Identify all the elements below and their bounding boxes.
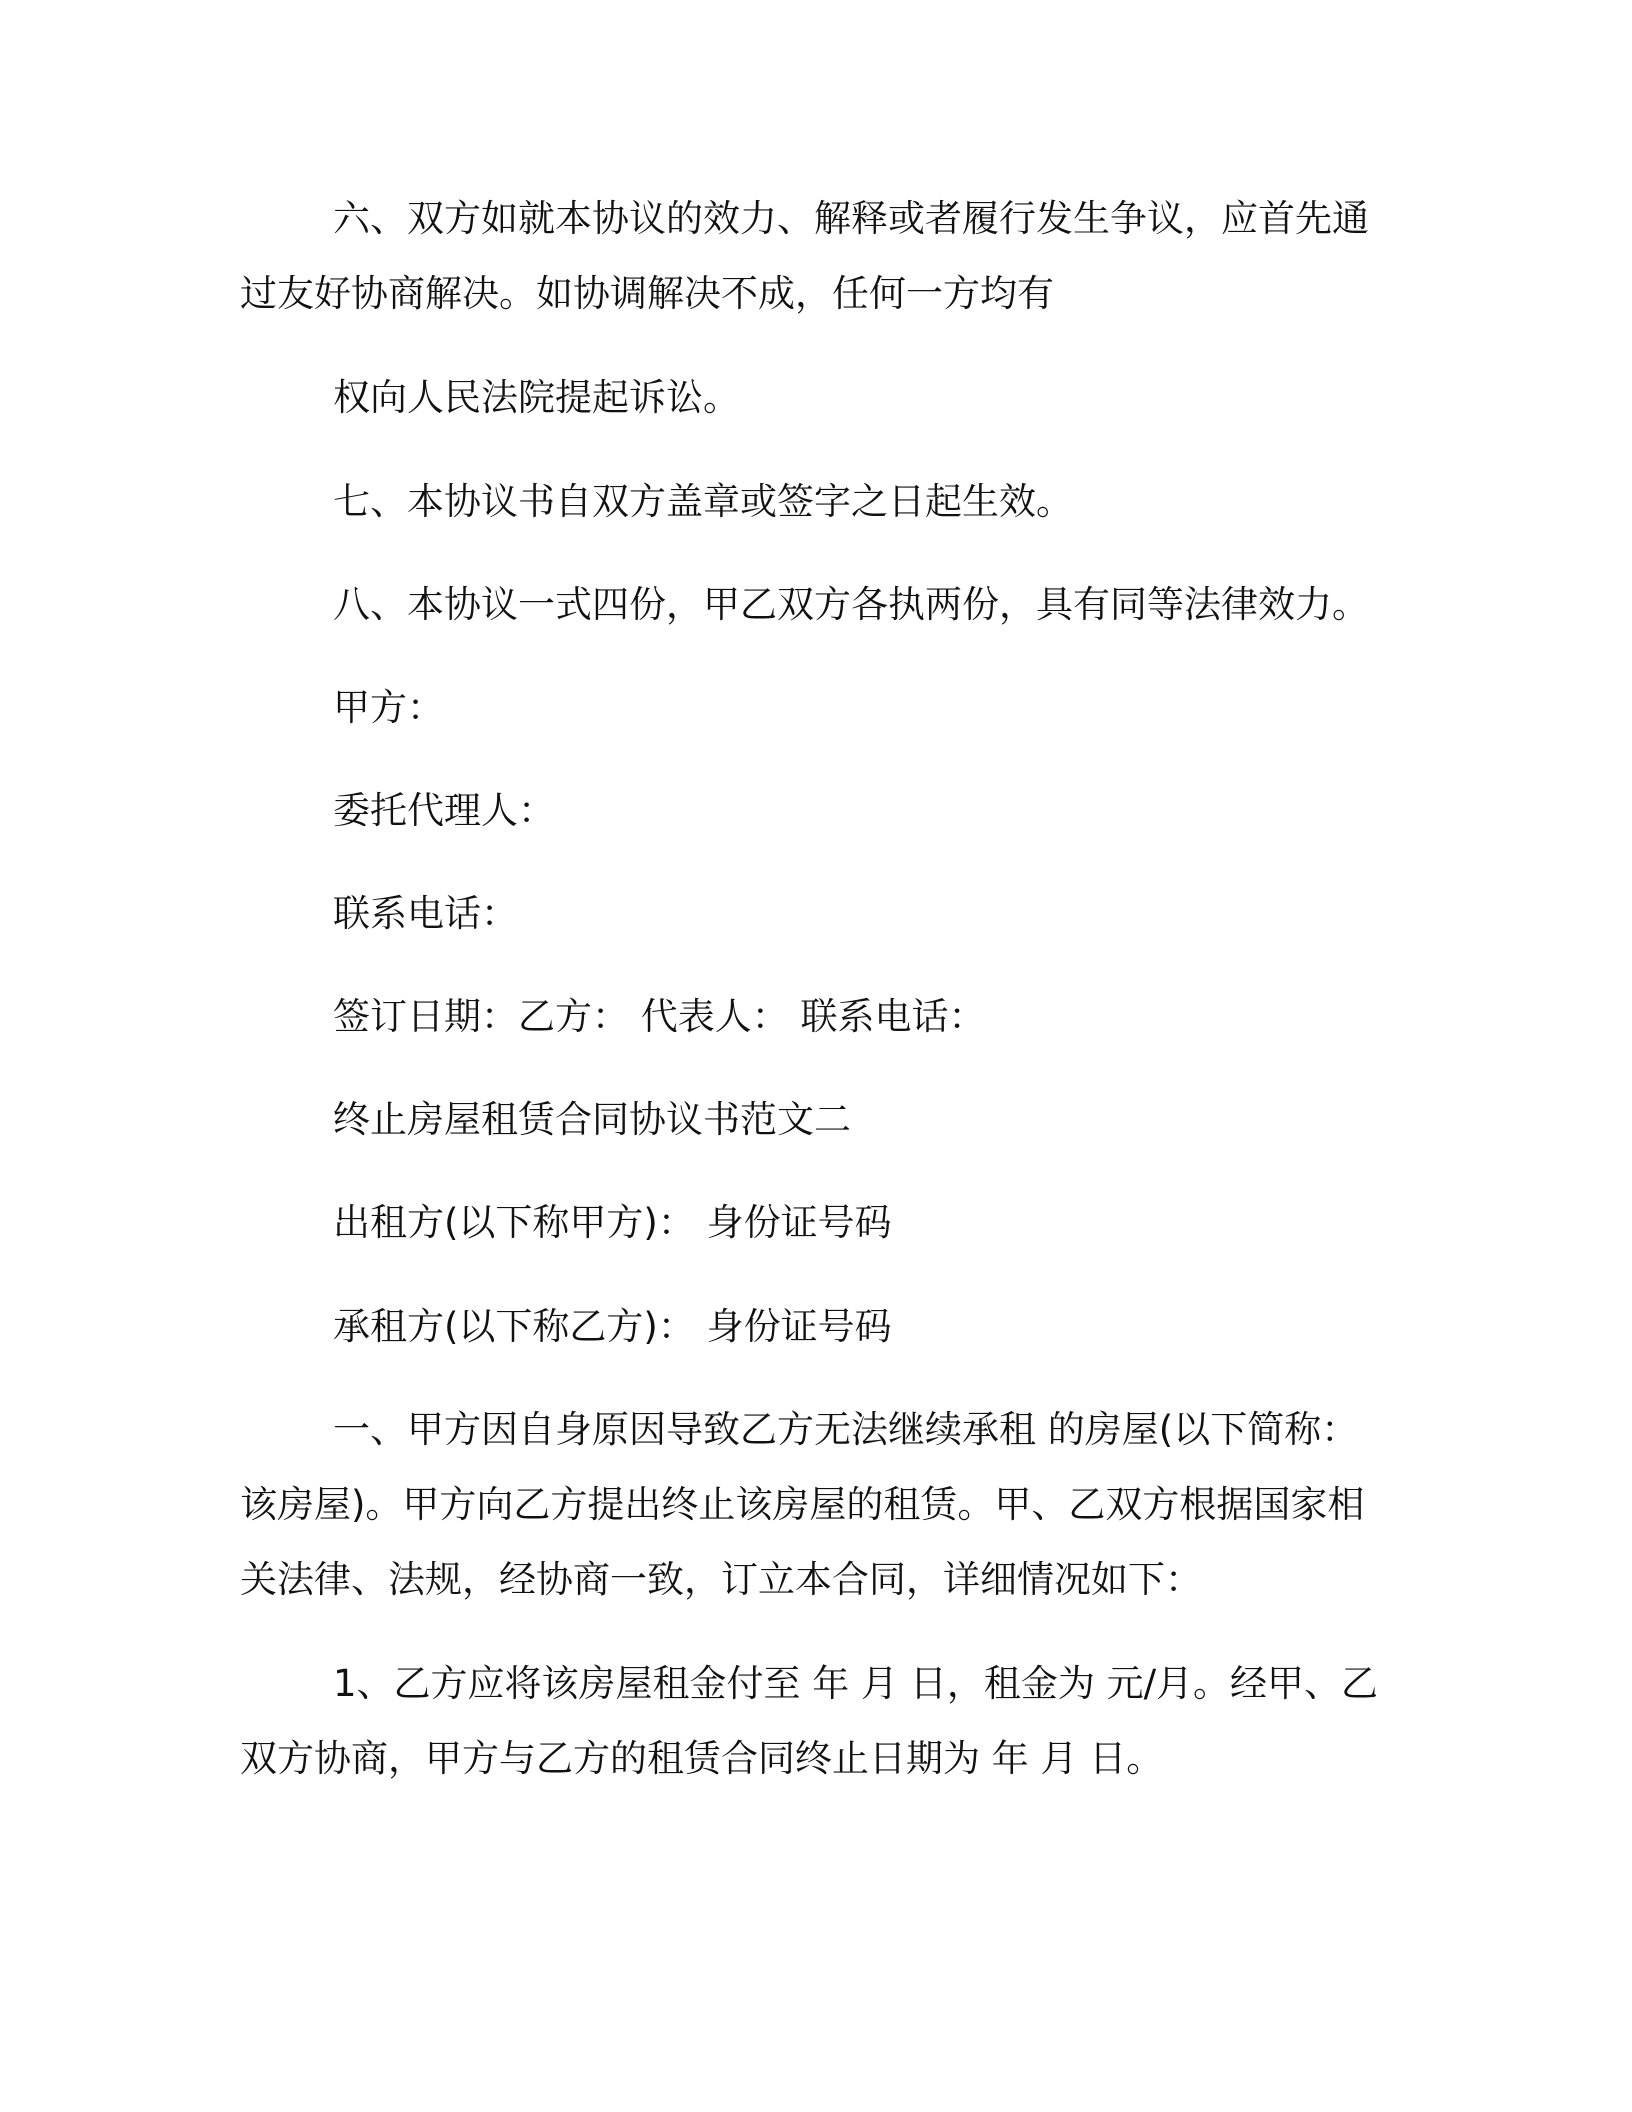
item-1-line-1: 1、乙方应将该房屋租金付至 年 月 日，租金为 元/月。经甲、乙 — [333, 1662, 1379, 1705]
lessee-line: 承租方(以下称乙方)： 身份证号码 — [333, 1305, 892, 1348]
sample-title: 终止房屋租赁合同协议书范文二 — [333, 1098, 851, 1141]
clause-6-line-2: 过友好协商解决。如协调解决不成，任何一方均有 — [240, 272, 1054, 315]
section-1-line-2: 该房屋)。甲方向乙方提出终止该房屋的租赁。甲、乙双方根据国家相 — [240, 1483, 1365, 1526]
section-1-line-1: 一、甲方因自身原因导致乙方无法继续承租 的房屋(以下简称： — [333, 1408, 1359, 1451]
clause-7: 七、本协议书自双方盖章或签字之日起生效。 — [333, 480, 1073, 523]
sign-line: 签订日期：乙方： 代表人： 联系电话： — [333, 995, 986, 1038]
lessor-line: 出租方(以下称甲方)： 身份证号码 — [333, 1201, 892, 1244]
clause-8: 八、本协议一式四份，甲乙双方各执两份，具有同等法律效力。 — [333, 583, 1369, 626]
phone-label: 联系电话： — [333, 892, 518, 935]
clause-6-line-1: 六、双方如就本协议的效力、解释或者履行发生争议，应首先通 — [333, 197, 1369, 240]
party-a-label: 甲方： — [333, 686, 444, 729]
item-1-line-2: 双方协商，甲方与乙方的租赁合同终止日期为 年 月 日。 — [240, 1737, 1164, 1780]
section-1-line-3: 关法律、法规，经协商一致，订立本合同，详细情况如下： — [240, 1558, 1202, 1601]
agent-label: 委托代理人： — [333, 789, 555, 832]
clause-6-continued: 权向人民法院提起诉讼。 — [333, 376, 740, 419]
